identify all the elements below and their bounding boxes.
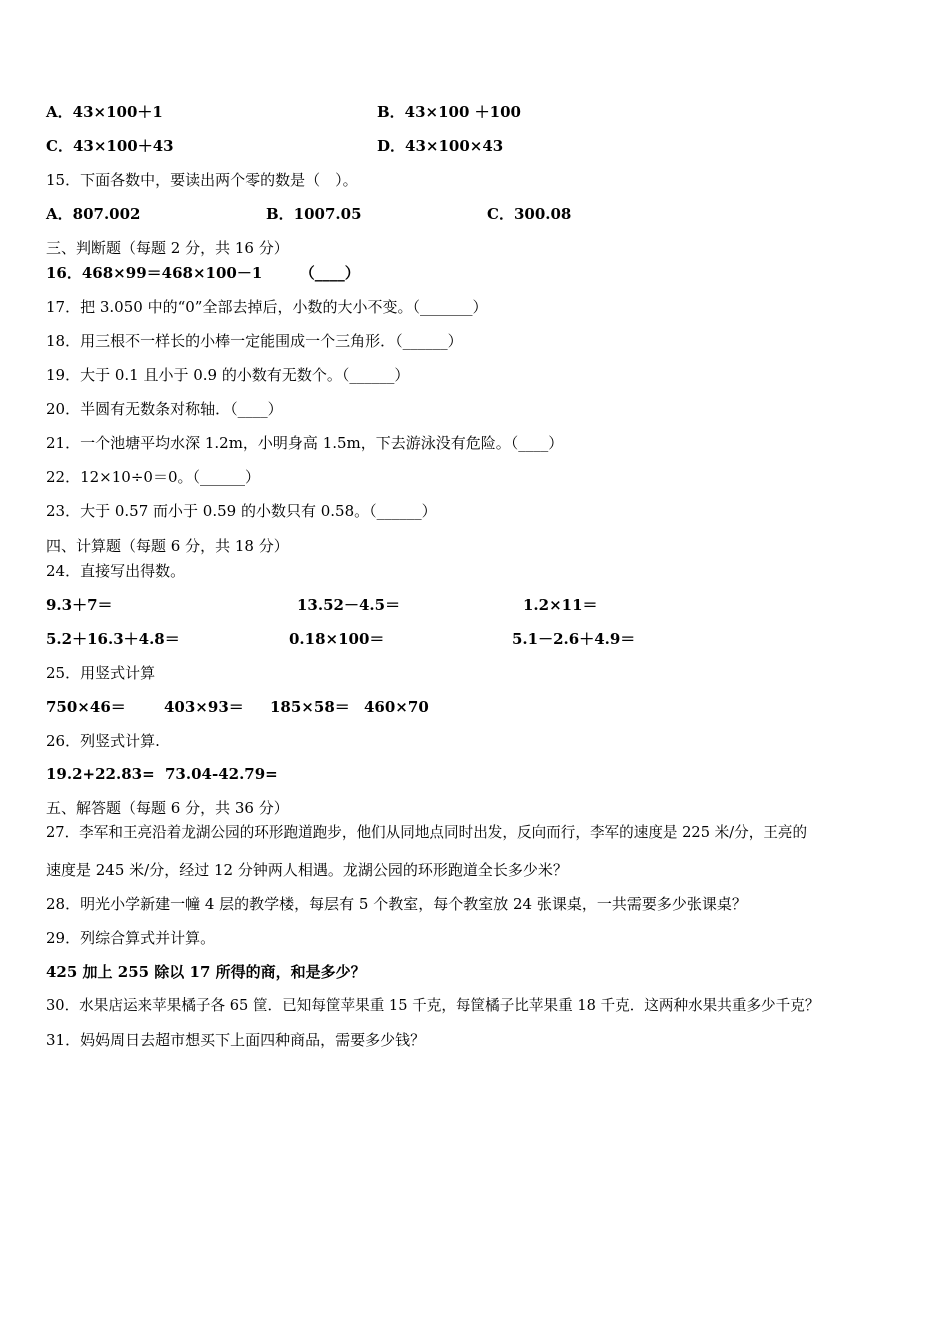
question-31: 31．妈妈周日去超市想买下上面四种商品，需要多少钱？ <box>46 1031 426 1049</box>
q14-option-a: A．43×100＋1 <box>46 103 163 121</box>
question-17: 17．把 3.050 中的“0”全部去掉后，小数的大小不变。（_______） <box>46 298 488 316</box>
q24-item: 1.2×11＝ <box>523 596 598 614</box>
q14-option-b: B．43×100 ＋100 <box>377 103 521 121</box>
q24-item: 9.3＋7＝ <box>46 596 113 614</box>
q14-option-c: C．43×100＋43 <box>46 137 174 155</box>
question-27-line-1: 27．李军和王亮沿着龙湖公园的环形跑道跑步，他们从同地点同时出发，反向而行，李军的速度是 225 米/分，王亮的 <box>46 824 808 841</box>
question-27-line-2: 速度是 245 米/分，经过 12 分钟两人相遇。龙湖公园的环形跑道全长多少米？ <box>46 861 568 879</box>
q15-option-c: C．300.08 <box>487 205 572 223</box>
q24-item: 5.1－2.6＋4.9＝ <box>512 630 636 648</box>
q24-item: 13.52－4.5＝ <box>297 596 401 614</box>
question-16: 16．468×99＝468×100－1 （____） <box>46 264 360 282</box>
q26-item: 73.04-42.79= <box>165 765 278 783</box>
section-heading-calculation: 四、计算题（每题 6 分，共 18 分） <box>46 537 289 555</box>
question-29: 29．列综合算式并计算。 <box>46 929 216 947</box>
question-18: 18．用三根不一样长的小棒一定能围成一个三角形．（______） <box>46 332 463 350</box>
question-22: 22．12×10÷0＝0。（______） <box>46 468 260 486</box>
question-15: 15．下面各数中，要读出两个零的数是（ ）。 <box>46 171 358 189</box>
q25-item: 460×70 <box>364 698 429 716</box>
question-28: 28．明光小学新建一幢 4 层的教学楼，每层有 5 个教室，每个教室放 24 张课桌，一共需要多少张课桌？ <box>46 895 747 913</box>
question-20: 20．半圆有无数条对称轴．（____） <box>46 400 283 418</box>
question-30: 30．水果店运来苹果橘子各 65 筐．已知每筐苹果重 15 千克，每筐橘子比苹果重 18 千克．这两种水果共重多少千克？ <box>46 997 820 1014</box>
question-26: 26．列竖式计算. <box>46 732 160 750</box>
q15-option-b: B．1007.05 <box>266 205 362 223</box>
q24-item: 5.2＋16.3＋4.8＝ <box>46 630 180 648</box>
q26-item: 19.2+22.83= <box>46 765 155 783</box>
q25-item: 750×46＝ <box>46 698 126 716</box>
question-21: 21．一个池塘平均水深 1.2m，小明身高 1.5m，下去游泳没有危险。（____） <box>46 434 564 452</box>
q15-option-a: A．807.002 <box>46 205 141 223</box>
q25-item: 185×58＝ <box>270 698 350 716</box>
question-29-detail: 425 加上 255 除以 17 所得的商，和是多少？ <box>46 963 366 981</box>
question-24: 24．直接写出得数。 <box>46 562 186 580</box>
section-heading-judgment: 三、判断题（每题 2 分，共 16 分） <box>46 239 289 257</box>
q14-option-d: D．43×100×43 <box>377 137 504 155</box>
question-25: 25．用竖式计算 <box>46 664 156 682</box>
question-19: 19．大于 0.1 且小于 0.9 的小数有无数个。（______） <box>46 366 410 384</box>
q25-item: 403×93＝ <box>164 698 244 716</box>
section-heading-word-problems: 五、解答题（每题 6 分，共 36 分） <box>46 799 289 817</box>
question-23: 23．大于 0.57 而小于 0.59 的小数只有 0.58。（______） <box>46 502 437 520</box>
q24-item: 0.18×100＝ <box>289 630 385 648</box>
